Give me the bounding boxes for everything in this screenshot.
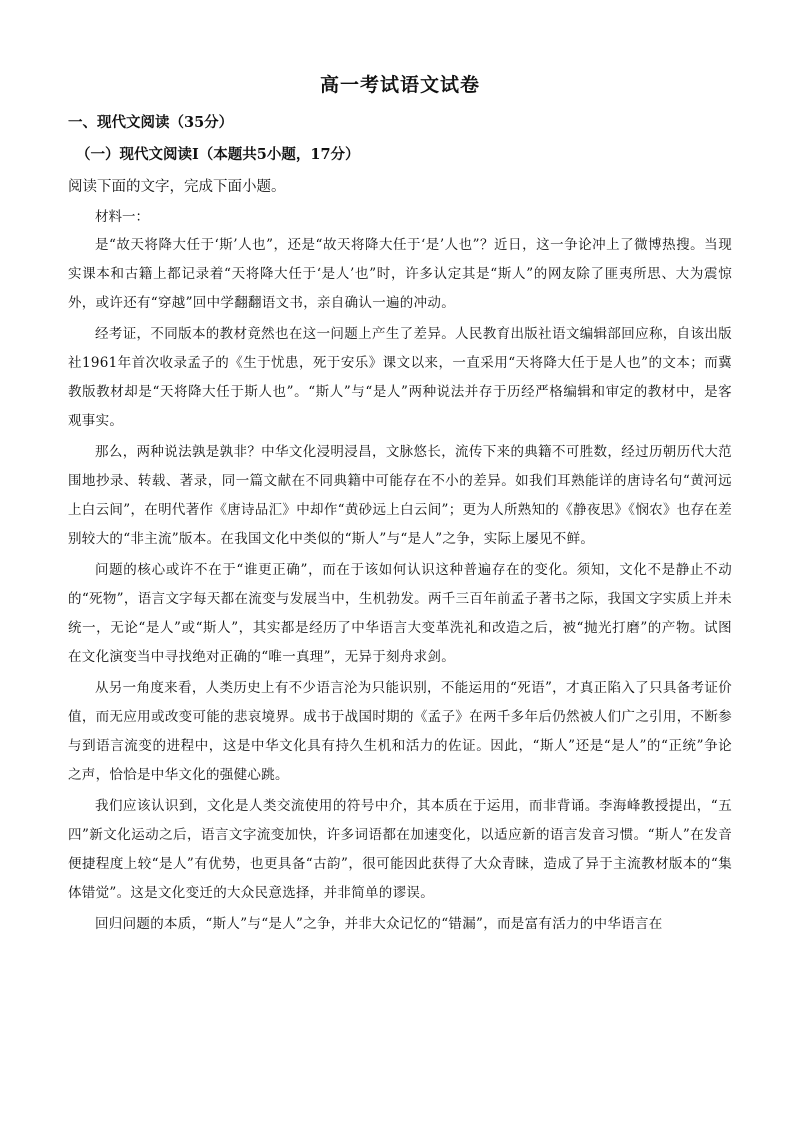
section-heading: 一、现代文阅读（35分）: [68, 114, 234, 131]
paragraph-1: 是“故天将降大任于‘斯’人也”，还是“故天将降大任于‘是’人也”？近日，这一争论冲上了微博热搜。当现实课本和古籍上都记录着“天将降大任于‘是人’也”时，许多认定其是“斯人”的网友除了匪夷所思、大为震惊外，或许还有“穿越”回中学翻翻语文书，亲自确认一遍的冲动。: [68, 237, 732, 311]
material-label: 材料一：: [95, 209, 149, 225]
paragraph-2: 经考证，不同版本的教材竟然也在这一问题上产生了差异。人民教育出版社语文编辑部回应称，自该出版社1961年首次收录孟子的《生于忧患，死于安乐》课文以来，一直采用“天将降大任于是人也”的文本；而冀教版教材却是“天将降大任于斯人也”。“斯人”与“是人”两种说法并存于历经严格编辑和审定的教材中，是客观事实。: [68, 326, 732, 429]
subsection-heading: （一）现代文阅读Ⅰ（本题共5小题，17分）: [76, 146, 360, 163]
paragraph-3: 那么，两种说法孰是孰非？中华文化浸明浸昌，文脉悠长，流传下来的典籍不可胜数，经过历朝历代大范围地抄录、转载、著录，同一篇文献在不同典籍中可能存在不小的差异。如我们耳熟能详的唐诗名句“黄河远上白云间”，在明代著作《唐诗品汇》中却作“黄砂远上白云间”；更为人所熟知的《静夜思》《悯农》也存在差别较大的“非主流”版本。在我国文化中类似的“斯人”与“是人”之争，实际上屡见不鲜。: [68, 444, 732, 547]
exam-title: 高一考试语文试卷: [319, 74, 480, 96]
paragraph-6: 我们应该认识到，文化是人类交流使用的符号中介，其本质在于运用，而非背诵。李海峰教授提出，“五四”新文化运动之后，语言文字流变加快，许多词语都在加速变化，以适应新的语言发音习惯。“斯人”在发音便捷程度上较“是人”有优势，也更具备“古韵”，很可能因此获得了大众青睐，造成了异于主流教材版本的“集体错觉”。这是文化变迁的大众民意选择，并非简单的谬误。: [68, 798, 732, 901]
reading-instruction: 阅读下面的文字，完成下面小题。: [68, 179, 286, 195]
paragraph-4: 问题的核心或许不在于“谁更正确”，而在于该如何认识这种普遍存在的变化。须知，文化不是静止不动的“死物”，语言文字每天都在流变与发展当中，生机勃发。两千三百年前孟子著书之际，我国文字实质上并未统一，无论“是人”或“斯人”，其实都是经历了中华语言大变革洗礼和改造之后，被“抛光打磨”的产物。试图在文化演变当中寻找绝对正确的“唯一真理”，无异于刻舟求剑。: [68, 562, 732, 665]
paragraph-7: 回归问题的本质，“斯人”与“是人”之争，并非大众记忆的“错漏”，而是富有活力的中华语言在: [95, 916, 663, 932]
paragraph-5: 从另一角度来看，人类历史上有不少语言沦为只能识别，不能运用的“死语”，才真正陷入了只具备考证价值，而无应用或改变可能的悲哀境界。成书于战国时期的《孟子》在两千多年后仍然被人们广之引用，不断参与到语言流变的进程中，这是中华文化具有持久生机和活力的佐证。因此，“斯人”还是“是人”的“正统”争论之声，恰恰是中华文化的强健心跳。: [68, 680, 732, 783]
